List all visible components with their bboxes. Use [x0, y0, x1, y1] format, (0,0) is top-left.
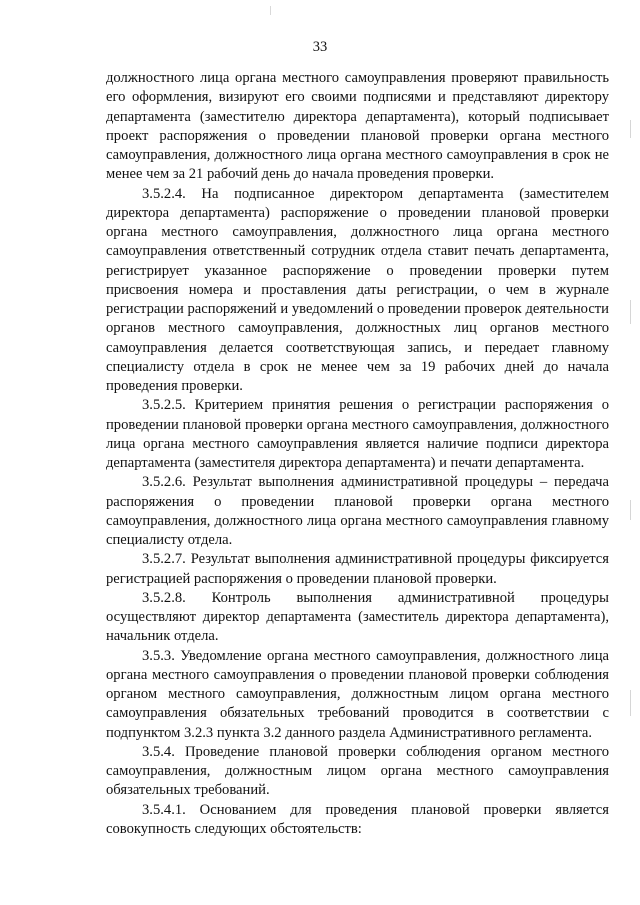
paragraph-3-5-2-5: 3.5.2.5. Критерием принятия решения о регистрации распоряжения о проведении плановой проверки органа местного самоуправления, должностного лица органа местного самоуправления является наличие подписи директора департамента (заместителя директора департамента) и печати департамента. [106, 397, 609, 471]
paragraph-3-5-2-7: 3.5.2.7. Результат выполнения административной процедуры фиксируется регистрацией распоряжения о проведении плановой проверки. [106, 551, 609, 587]
margin-scan-artifact [630, 500, 631, 520]
paragraph-3-5-2-8: 3.5.2.8. Контроль выполнения административной процедуры осуществляют директор департамента (заместитель директора департамента), начальник отдела. [106, 589, 609, 645]
scan-mark [270, 6, 271, 15]
margin-scan-artifact [630, 300, 631, 324]
page-number: 33 [312, 39, 328, 55]
document-body [106, 69, 609, 839]
margin-scan-artifact [630, 690, 631, 716]
paragraph-continuation: должностного лица органа местного самоуправления проверяют правильность его оформления, визируют его своими подписями и представляют директору департамента (заместителю директора департамента), который подписывает проект распоряжения о проведении плановой проверки органа местного самоуправления, должностного лица органа местного самоуправления в срок не менее чем за 21 рабочий день до начала проведения проверки. [106, 70, 609, 183]
paragraph-3-5-2-6: 3.5.2.6. Результат выполнения административной процедуры – передача распоряжения о проведении плановой проверки органа местного самоуправления, должностного лица органа местного самоуправления главному специалисту отдела. [106, 474, 609, 548]
paragraph-3-5-3: 3.5.3. Уведомление органа местного самоуправления, должностного лица органа местного самоуправления о проведении плановой проверки соблюдения органом местного самоуправления, должностным лицом органа местного самоуправления обязательных требований проводится в соответствии с подпунктом 3.2.3 пункта 3.2 данного раздела Административного регламента. [106, 647, 609, 741]
paragraph-3-5-4-1: 3.5.4.1. Основанием для проведения плановой проверки является совокупность следующих обстоятельств: [106, 801, 609, 837]
paragraph-3-5-4: 3.5.4. Проведение плановой проверки соблюдения органом местного самоуправления, должностным лицом органа местного самоуправления обязательных требований. [106, 743, 609, 799]
margin-scan-artifact [630, 120, 631, 138]
paragraph-3-5-2-4: 3.5.2.4. На подписанное директором департамента (заместителем директора департамента) распоряжение о проведении плановой проверки органа местного самоуправления, должностного лица органа местного самоуправления ответственный сотрудник отдела ставит печать департамента, регистрирует указанное распоряжение о проведении проверки путем присвоения номера и проставления даты регистрации, о чем в журнале регистрации распоряжений и уведомлений о проведении проверок деятельности органов местного самоуправления, должностных лиц органов местного самоуправления делается соответствующая запись, и передает главному специалисту отдела в срок не менее чем за 19 рабочих дней до начала проведения проверки. [106, 185, 609, 394]
